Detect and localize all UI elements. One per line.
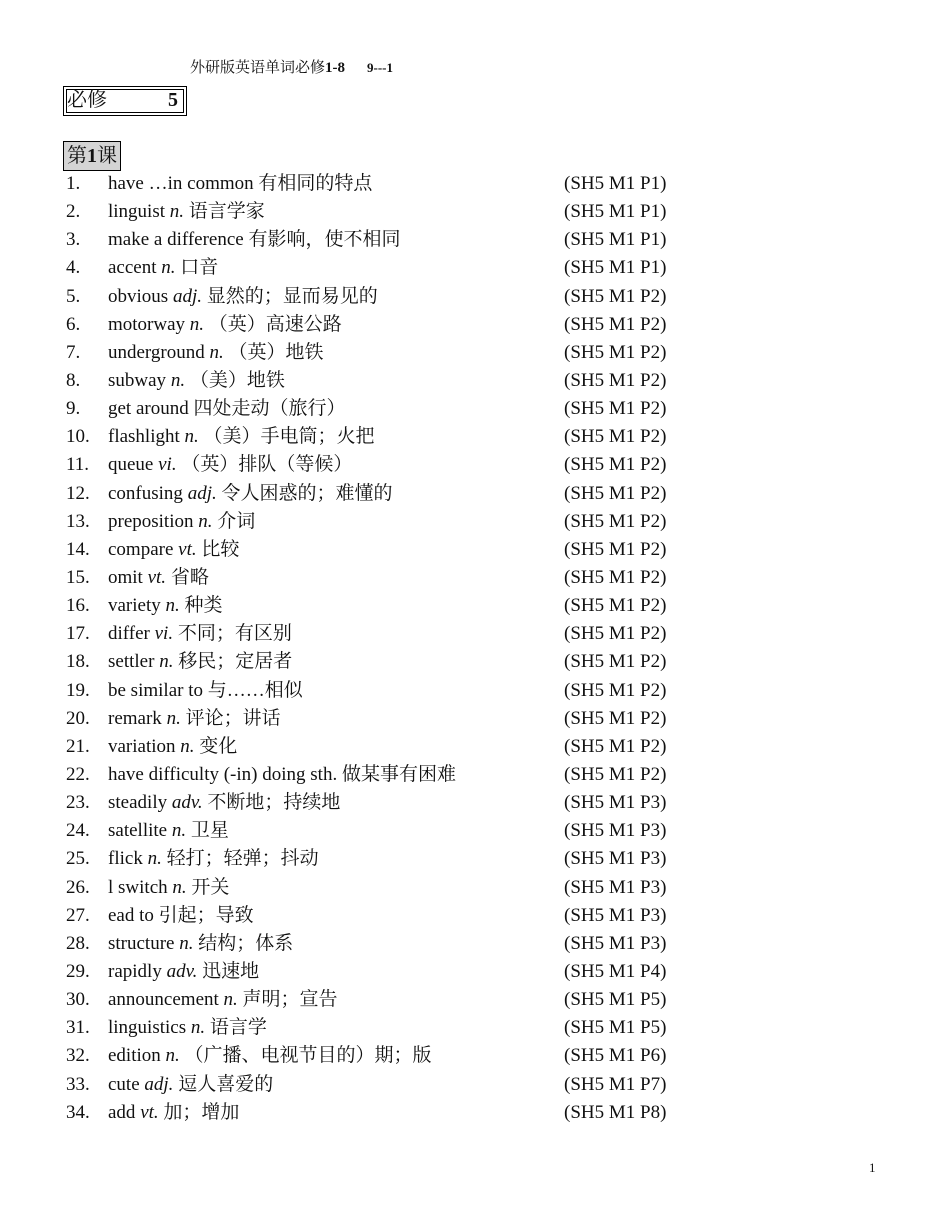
entry-word: cute	[108, 1073, 140, 1095]
entry-reference: (SH5 M1 P1)	[564, 173, 667, 194]
vocab-entry	[0, 733, 950, 761]
entry-term	[108, 817, 229, 845]
vocab-entry	[0, 930, 950, 958]
entry-term	[108, 254, 218, 282]
entry-reference: (SH5 M1 P2)	[564, 735, 667, 757]
entry-term	[108, 226, 401, 254]
entry-word: add	[108, 1101, 136, 1123]
vocab-entry	[0, 508, 950, 536]
entry-word: compare	[108, 538, 174, 560]
entry-number: 16.	[66, 595, 90, 617]
entry-reference: (SH5 M1 P8)	[564, 1101, 667, 1123]
entry-reference: (SH5 M1 P2)	[564, 595, 667, 617]
entry-number: 18.	[66, 651, 90, 673]
vocab-entry	[0, 1071, 950, 1099]
entry-chinese-meaning: 引起；导致	[158, 904, 254, 926]
vocab-entry	[0, 564, 950, 592]
vocab-entry	[0, 395, 950, 423]
entry-term	[108, 451, 352, 479]
entry-reference: (SH5 M1 P2)	[564, 763, 667, 785]
entry-term	[108, 648, 292, 676]
entry-part-of-speech: n.	[169, 201, 185, 223]
entry-word: flick	[108, 848, 143, 870]
entry-reference: (SH5 M1 P1)	[564, 229, 667, 251]
vocab-entry	[0, 367, 950, 395]
entry-word: structure	[108, 932, 175, 954]
entry-reference: (SH5 M1 P2)	[564, 707, 667, 729]
entry-reference: (SH5 M1 P2)	[564, 285, 667, 307]
entry-chinese-meaning: 开关	[191, 876, 230, 898]
entry-term	[108, 311, 342, 339]
entry-number: 19.	[66, 679, 90, 701]
entry-word: preposition	[108, 510, 194, 532]
entry-part-of-speech: vt.	[140, 1101, 159, 1123]
entry-term	[108, 845, 319, 873]
entry-reference: (SH5 M1 P3)	[564, 820, 667, 842]
vocab-entry	[0, 226, 950, 254]
entry-word: edition	[108, 1045, 161, 1067]
entry-reference: (SH5 M1 P7)	[564, 1073, 667, 1095]
vocab-entry	[0, 480, 950, 508]
entry-word: announcement	[108, 989, 219, 1011]
entry-chinese-meaning: 介词	[217, 510, 256, 532]
entry-term	[108, 283, 378, 311]
entry-number: 29.	[66, 960, 90, 982]
entry-term	[108, 536, 239, 564]
entry-part-of-speech: n.	[189, 313, 205, 335]
entry-reference: (SH5 M1 P2)	[564, 482, 667, 504]
entry-number: 30.	[66, 989, 90, 1011]
entry-word: variety	[108, 595, 161, 617]
entry-reference: (SH5 M1 P2)	[564, 510, 667, 532]
entry-term	[108, 761, 456, 789]
entry-number: 28.	[66, 932, 90, 954]
entry-part-of-speech: n.	[170, 369, 186, 391]
entry-chinese-meaning: （广播、电视节目的）期；版	[184, 1045, 432, 1067]
entry-number: 24.	[66, 820, 90, 842]
entry-number: 3.	[66, 229, 81, 251]
entry-chinese-meaning: 迅速地	[202, 960, 260, 982]
entry-word: underground	[108, 341, 205, 363]
entry-word: get around	[108, 398, 189, 420]
entry-part-of-speech: vi.	[154, 623, 174, 645]
entry-word: have difficulty (-in) doing sth.	[108, 763, 338, 785]
vocab-entry	[0, 902, 950, 930]
entry-term	[108, 902, 254, 930]
entry-reference: (SH5 M1 P2)	[564, 651, 667, 673]
entry-chinese-meaning: （美）手电筒；火把	[203, 426, 375, 448]
entry-word: rapidly	[108, 960, 162, 982]
entry-reference: (SH5 M1 P3)	[564, 792, 667, 814]
entry-chinese-meaning: 变化	[199, 735, 238, 757]
entry-number: 12.	[66, 482, 90, 504]
lesson-number: 1	[87, 145, 97, 167]
entry-part-of-speech: n.	[165, 1045, 180, 1067]
vocabulary-list	[0, 170, 950, 1127]
lesson-prefix: 第	[67, 145, 87, 167]
vocab-entry	[0, 986, 950, 1014]
entry-term	[108, 480, 392, 508]
entry-part-of-speech: n.	[159, 651, 174, 673]
entry-number: 27.	[66, 904, 90, 926]
entry-number: 32.	[66, 1045, 90, 1067]
entry-term	[108, 733, 237, 761]
entry-reference: (SH5 M1 P1)	[564, 201, 667, 223]
entry-word: steadily	[108, 792, 168, 814]
entry-number: 23.	[66, 792, 90, 814]
vocab-entry	[0, 845, 950, 873]
entry-chinese-meaning: 令人困惑的；难懂的	[221, 482, 393, 504]
entry-term	[108, 170, 372, 198]
vocab-entry	[0, 874, 950, 902]
entry-chinese-meaning: 不断地；持续地	[207, 792, 341, 814]
entry-word: ead to	[108, 904, 154, 926]
entry-word: l switch	[108, 876, 168, 898]
entry-part-of-speech: adj.	[144, 1073, 174, 1095]
vocab-entry	[0, 198, 950, 226]
entry-part-of-speech: n.	[171, 820, 187, 842]
entry-reference: (SH5 M1 P5)	[564, 1017, 667, 1039]
book-volume-label: 必修	[67, 89, 107, 111]
entry-term	[108, 620, 292, 648]
entry-reference: (SH5 M1 P2)	[564, 313, 667, 335]
entry-word: settler	[108, 651, 155, 673]
entry-number: 25.	[66, 848, 90, 870]
entry-term	[108, 367, 285, 395]
entry-number: 9.	[66, 398, 81, 420]
entry-reference: (SH5 M1 P3)	[564, 876, 667, 898]
vocab-entry	[0, 1014, 950, 1042]
entry-number: 26.	[66, 876, 90, 898]
entry-term	[108, 395, 346, 423]
entry-term	[108, 789, 340, 817]
entry-part-of-speech: adv.	[171, 792, 203, 814]
entry-word: linguist	[108, 201, 166, 223]
entry-reference: (SH5 M1 P3)	[564, 932, 667, 954]
entry-chinese-meaning: 轻打；轻弹；抖动	[166, 848, 319, 870]
entry-number: 5.	[66, 285, 81, 307]
entry-number: 31.	[66, 1017, 90, 1039]
entry-word: flashlight	[108, 426, 180, 448]
entry-reference: (SH5 M1 P3)	[564, 904, 667, 926]
entry-term	[108, 1099, 239, 1127]
entry-chinese-meaning: 移民；定居者	[178, 651, 293, 673]
entry-chinese-meaning: （英）排队（等候）	[181, 454, 353, 476]
header-code: 9---1	[367, 60, 394, 75]
book-volume-box	[63, 86, 187, 116]
entry-reference: (SH5 M1 P2)	[564, 623, 667, 645]
entry-part-of-speech: n.	[180, 735, 195, 757]
entry-term	[108, 1014, 267, 1042]
entry-term	[108, 423, 375, 451]
entry-number: 22.	[66, 763, 90, 785]
page-number: 1	[869, 1160, 876, 1175]
entry-word: accent	[108, 257, 157, 279]
vocab-entry	[0, 311, 950, 339]
vocab-entry	[0, 958, 950, 986]
entry-part-of-speech: n.	[184, 426, 199, 448]
vocab-entry	[0, 705, 950, 733]
entry-word: have …in common	[108, 173, 254, 194]
entry-chinese-meaning: 四处走动（旅行）	[193, 398, 346, 420]
entry-chinese-meaning: 有相同的特点	[258, 173, 373, 194]
entry-word: subway	[108, 369, 167, 391]
entry-word: satellite	[108, 820, 168, 842]
entry-reference: (SH5 M1 P2)	[564, 369, 667, 391]
vocab-entry	[0, 817, 950, 845]
entry-chinese-meaning: 声明；宣告	[242, 989, 338, 1011]
entry-term	[108, 874, 229, 902]
vocab-entry	[0, 592, 950, 620]
entry-chinese-meaning: 有影响，使不相同	[248, 229, 401, 251]
entry-number: 34.	[66, 1101, 90, 1123]
header-title: 外研版英语单词必修	[190, 60, 326, 76]
entry-word: motorway	[108, 313, 186, 335]
entry-term	[108, 339, 324, 367]
vocab-entry	[0, 1042, 950, 1070]
entry-number: 8.	[66, 369, 81, 391]
vocab-entry	[0, 536, 950, 564]
entry-reference: (SH5 M1 P2)	[564, 398, 667, 420]
vocab-entry	[0, 761, 950, 789]
entry-term	[108, 1042, 432, 1070]
entry-term	[108, 705, 281, 733]
entry-part-of-speech: vt.	[178, 538, 197, 560]
entry-number: 20.	[66, 707, 90, 729]
lesson-suffix: 课	[97, 145, 117, 167]
entry-chinese-meaning: （英）高速公路	[208, 313, 342, 335]
entry-chinese-meaning: 不同；有区别	[177, 623, 292, 645]
vocab-entry	[0, 170, 950, 198]
entry-part-of-speech: n.	[190, 1017, 206, 1039]
entry-chinese-meaning: 加；增加	[163, 1101, 240, 1123]
entry-number: 13.	[66, 510, 90, 532]
vocab-entry	[0, 789, 950, 817]
entry-chinese-meaning: 语言学	[209, 1017, 267, 1039]
entry-chinese-meaning: 省略	[170, 566, 209, 588]
entry-number: 1.	[66, 173, 81, 194]
entry-term	[108, 508, 255, 536]
vocab-entry	[0, 283, 950, 311]
entry-number: 7.	[66, 341, 81, 363]
entry-reference: (SH5 M1 P2)	[564, 426, 667, 448]
vocab-entry	[0, 620, 950, 648]
entry-word: variation	[108, 735, 176, 757]
entry-chinese-meaning: （美）地铁	[189, 369, 285, 391]
entry-chinese-meaning: 结构；体系	[198, 932, 294, 954]
document-header	[190, 58, 393, 78]
entry-part-of-speech: n.	[179, 932, 194, 954]
entry-term	[108, 677, 303, 705]
entry-reference: (SH5 M1 P2)	[564, 454, 667, 476]
entry-number: 14.	[66, 538, 90, 560]
entry-word: queue	[108, 454, 154, 476]
entry-number: 21.	[66, 735, 90, 757]
entry-part-of-speech: adj.	[172, 285, 202, 307]
entry-part-of-speech: n.	[147, 848, 162, 870]
entry-chinese-meaning: 做某事有困难	[341, 763, 456, 785]
vocab-entry	[0, 451, 950, 479]
vocab-entry	[0, 423, 950, 451]
entry-part-of-speech: adj.	[187, 482, 217, 504]
entry-chinese-meaning: 种类	[184, 595, 223, 617]
entry-number: 2.	[66, 201, 81, 223]
book-volume-number: 5	[168, 89, 178, 111]
entry-number: 33.	[66, 1073, 90, 1095]
vocab-entry	[0, 1099, 950, 1127]
entry-part-of-speech: vt.	[147, 566, 167, 588]
lesson-heading	[63, 141, 121, 171]
header-range: 1-8	[325, 60, 346, 76]
entry-part-of-speech: n.	[209, 341, 224, 363]
entry-chinese-meaning: 口音	[180, 257, 219, 279]
entry-reference: (SH5 M1 P2)	[564, 538, 667, 560]
entry-reference: (SH5 M1 P6)	[564, 1045, 667, 1067]
entry-part-of-speech: adv.	[166, 960, 198, 982]
entry-term	[108, 592, 223, 620]
entry-part-of-speech: vi.	[158, 454, 177, 476]
entry-term	[108, 198, 265, 226]
entry-part-of-speech: n.	[172, 876, 187, 898]
entry-word: remark	[108, 707, 162, 729]
entry-word: obvious	[108, 285, 169, 307]
entry-word: make a difference	[108, 229, 244, 251]
entry-reference: (SH5 M1 P4)	[564, 960, 667, 982]
entry-chinese-meaning: 与……相似	[207, 679, 303, 701]
entry-part-of-speech: n.	[223, 989, 238, 1011]
entry-chinese-meaning: （英）地铁	[228, 341, 324, 363]
entry-reference: (SH5 M1 P2)	[564, 566, 667, 588]
entry-chinese-meaning: 语言学家	[188, 201, 265, 223]
entry-chinese-meaning: 评论；讲话	[185, 707, 281, 729]
entry-term	[108, 986, 338, 1014]
entry-number: 11.	[66, 454, 90, 476]
entry-term	[108, 958, 259, 986]
entry-part-of-speech: n.	[161, 257, 176, 279]
entry-number: 6.	[66, 313, 81, 335]
entry-term	[108, 564, 209, 592]
entry-word: linguistics	[108, 1017, 187, 1039]
entry-word: be similar to	[108, 679, 203, 701]
entry-reference: (SH5 M1 P2)	[564, 679, 667, 701]
entry-reference: (SH5 M1 P5)	[564, 989, 667, 1011]
entry-chinese-meaning: 比较	[201, 538, 240, 560]
entry-term	[108, 930, 293, 958]
entry-word: omit	[108, 566, 143, 588]
entry-chinese-meaning: 卫星	[190, 820, 229, 842]
entry-word: differ	[108, 623, 150, 645]
entry-part-of-speech: n.	[166, 707, 181, 729]
entry-number: 17.	[66, 623, 90, 645]
entry-number: 4.	[66, 257, 81, 279]
vocab-entry	[0, 339, 950, 367]
entry-chinese-meaning: 逗人喜爱的	[178, 1073, 274, 1095]
entry-reference: (SH5 M1 P3)	[564, 848, 667, 870]
entry-term	[108, 1071, 273, 1099]
entry-reference: (SH5 M1 P1)	[564, 257, 667, 279]
vocab-entry	[0, 677, 950, 705]
entry-number: 15.	[66, 566, 90, 588]
entry-chinese-meaning: 显然的；显而易见的	[206, 285, 378, 307]
vocab-entry	[0, 254, 950, 282]
entry-reference: (SH5 M1 P2)	[564, 341, 667, 363]
vocab-entry	[0, 648, 950, 676]
entry-word: confusing	[108, 482, 183, 504]
entry-number: 10.	[66, 426, 90, 448]
entry-part-of-speech: n.	[198, 510, 213, 532]
entry-part-of-speech: n.	[165, 595, 180, 617]
